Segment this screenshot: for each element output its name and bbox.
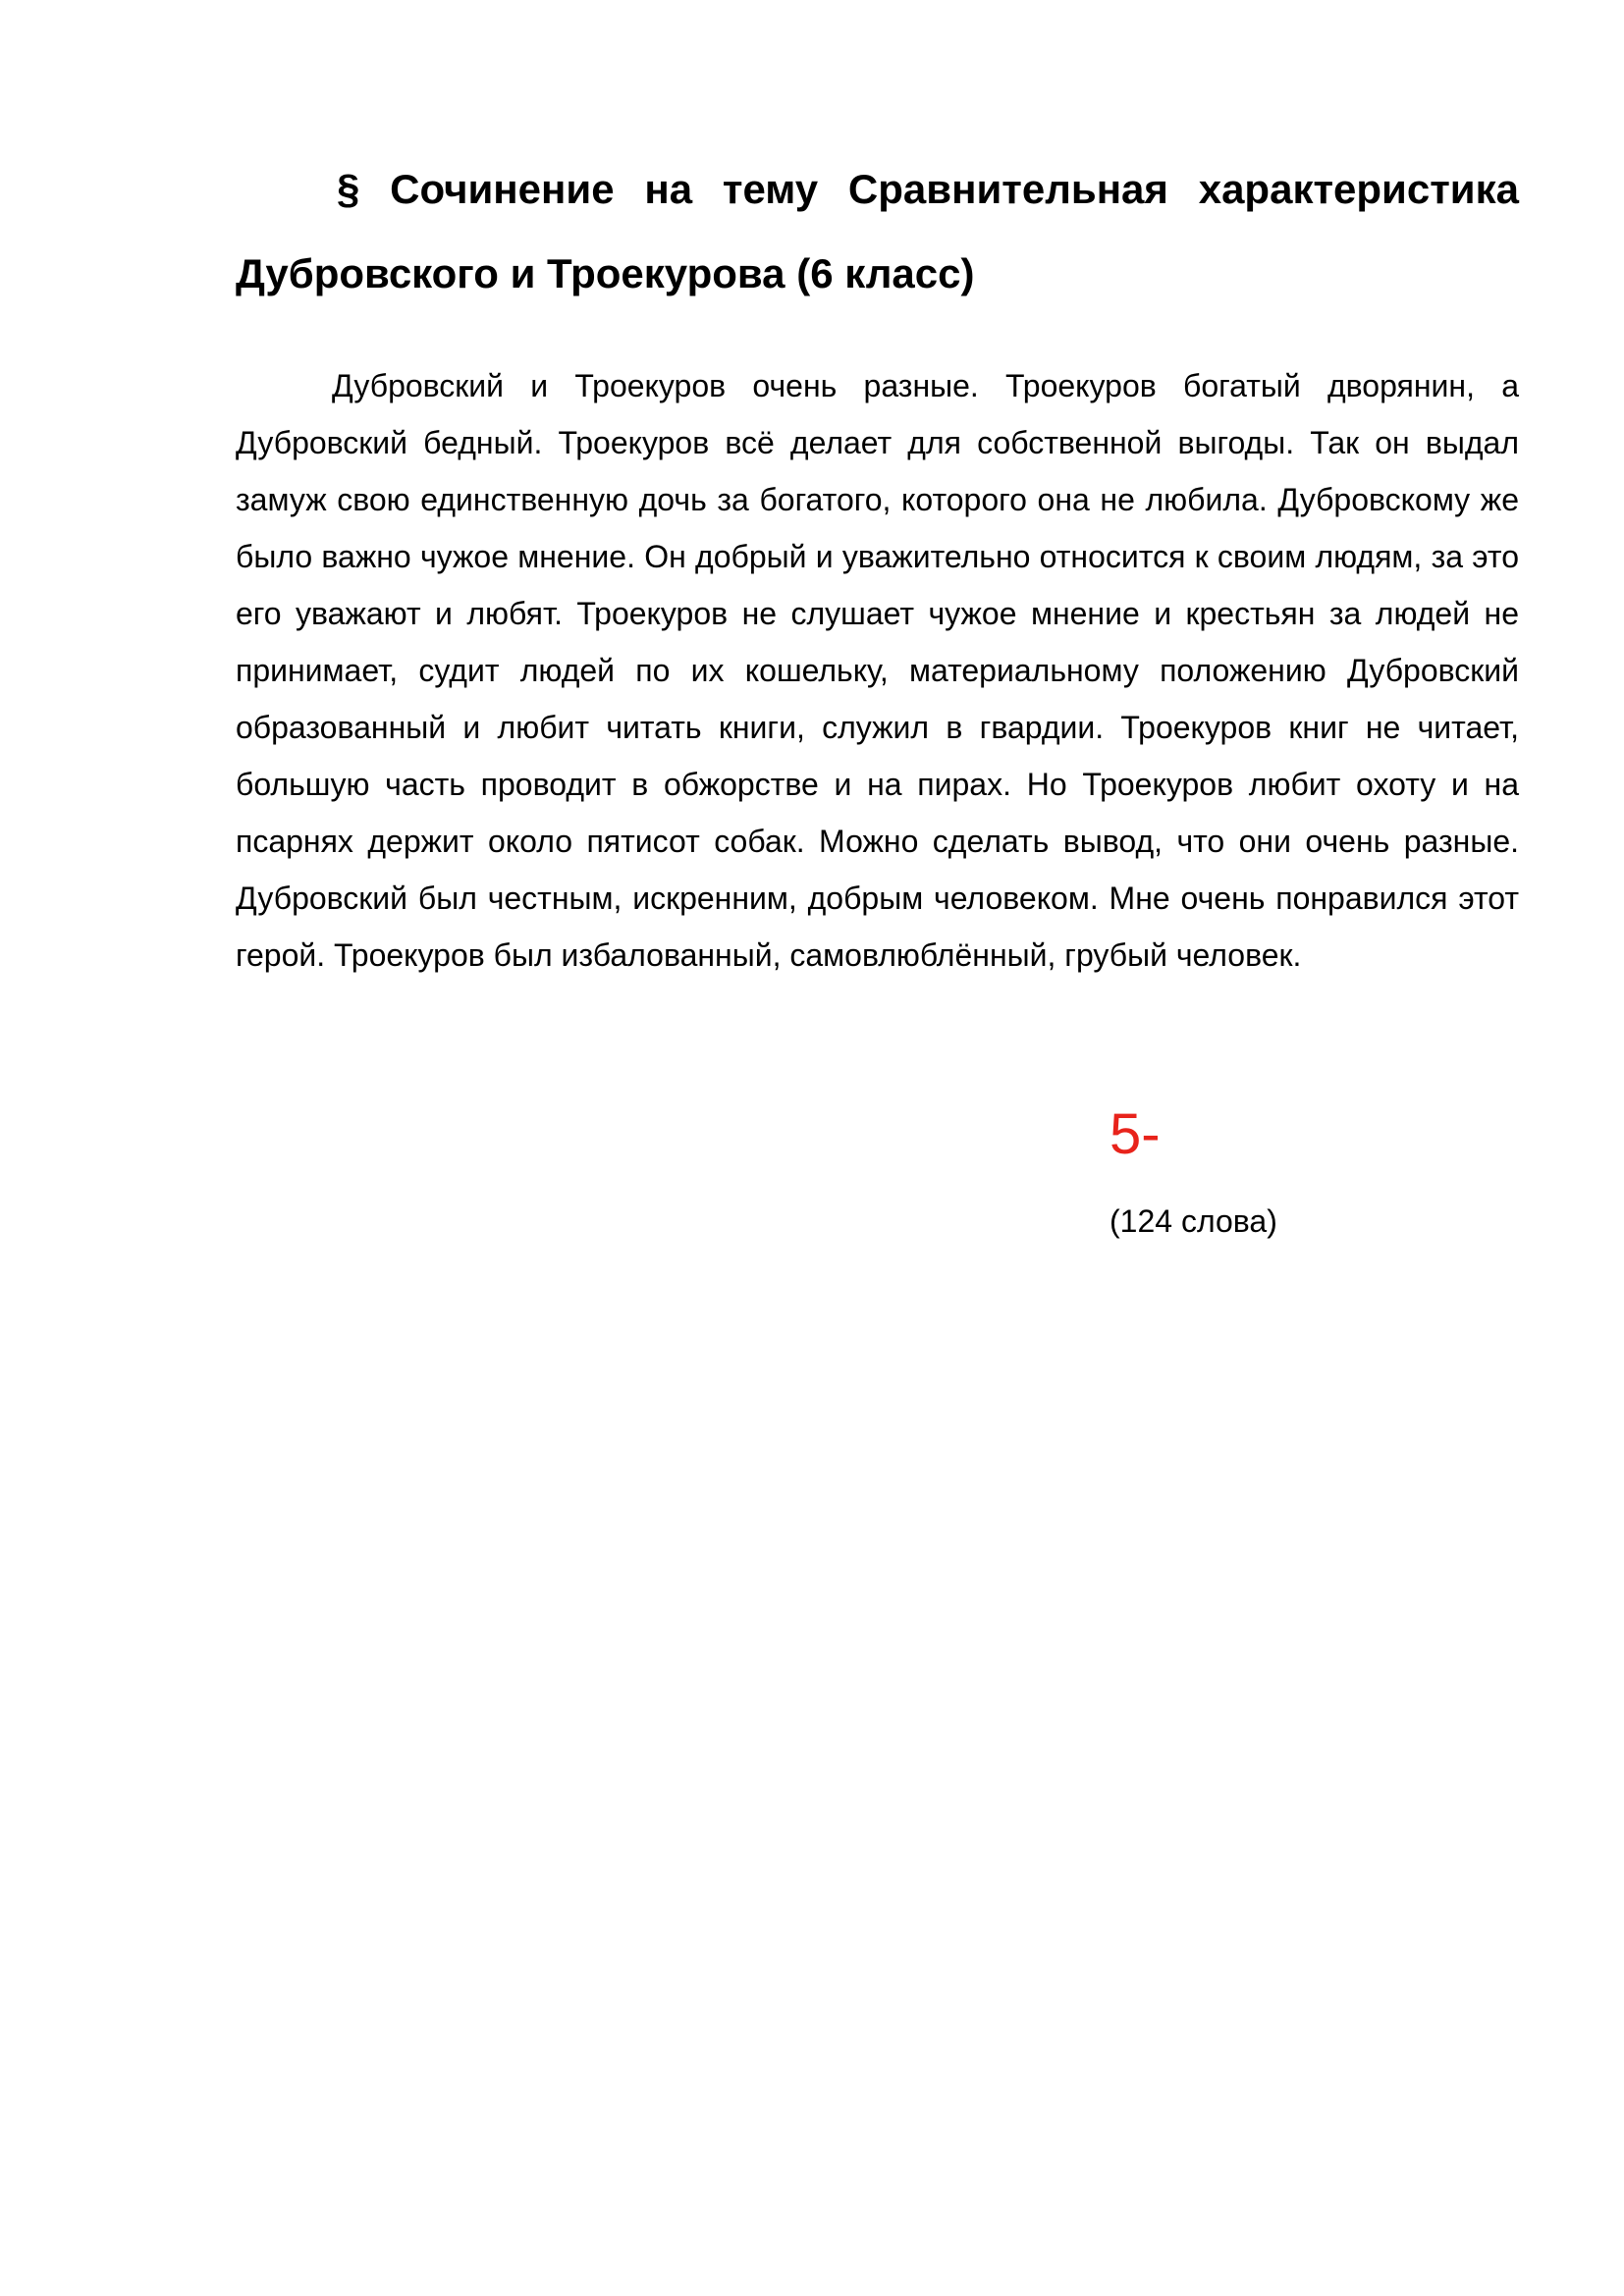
grade-mark: 5- — [1110, 1102, 1161, 1166]
word-count: (124 слова) — [1110, 1203, 1277, 1239]
essay-title: § Сочинение на тему Сравнительная характеристика Дубровского и Троекурова (6 класс) — [236, 166, 1519, 296]
essay-body: Дубровский и Троекуров очень разные. Троекуров богатый дворянин, а Дубровский бедный. Троекуров всё делает для собственной выгоды. Так он выдал замуж свою единственную дочь за богатого, которого она не любила. Дубровскому же было важно чужое мнение. Он добрый и уважительно относится к своим людям, за это его уважают и любят. Троекуров не слушает чужое мнение и крестьян за людей не принимает, судит людей по их кошельку, материальному положению Дубровский образованный и любит читать книги, служил в гвардии. Троекуров книг не читает, большую часть проводит в обжорстве и на пирах. Но Троекуров любит охоту и на псарнях держит около пятисот собак. Можно сделать вывод, что они очень разные. Дубровский был честным, искренним, добрым человеком. Мне очень понравился этот герой. Троекуров был избалованный, самовлюблённый, грубый человек. — [236, 368, 1519, 973]
